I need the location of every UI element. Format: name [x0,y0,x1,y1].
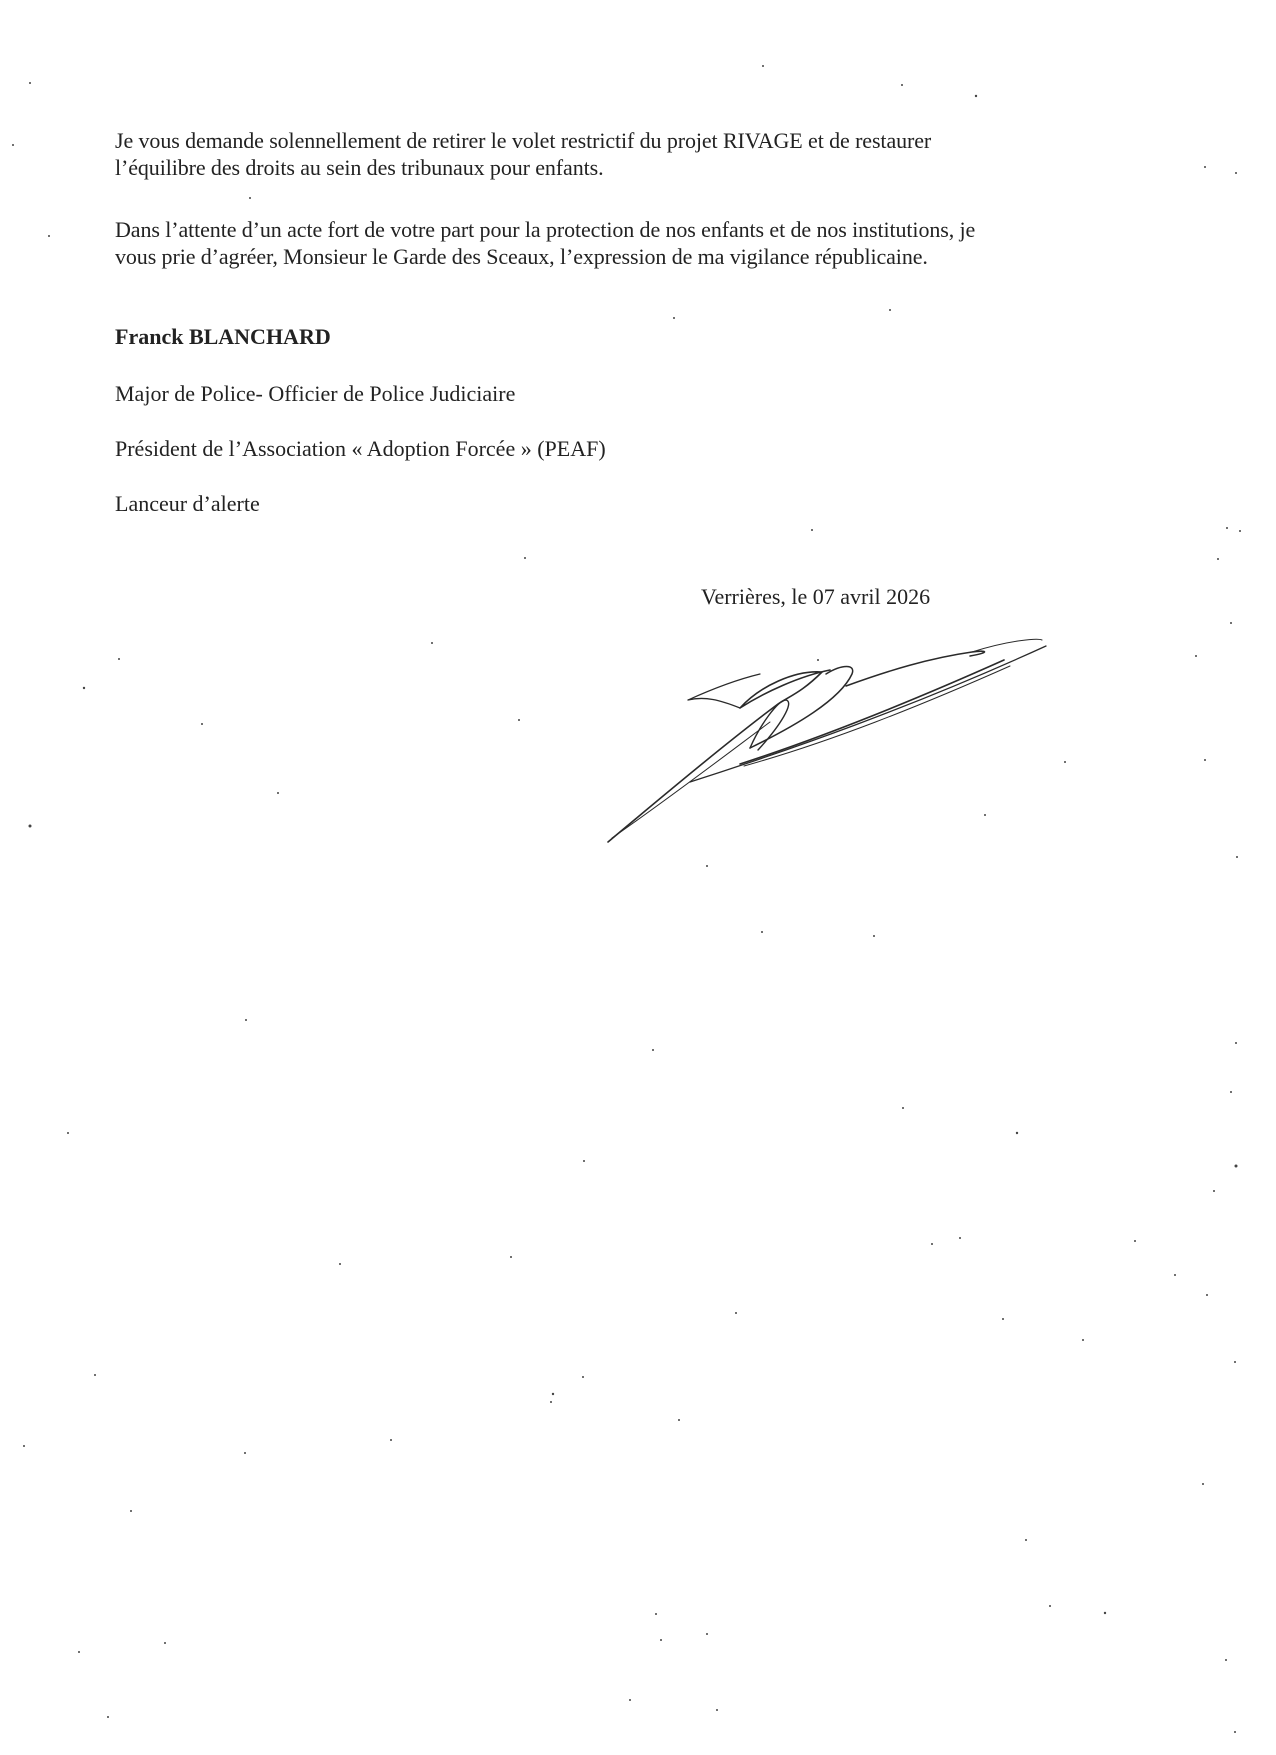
paragraph-line: vous prie d’agréer, Monsieur le Garde des Sceaux, l’expression de ma vigilance républicaine. [115,244,928,269]
handwritten-signature [590,630,1070,850]
paragraph-line: Dans l’attente d’un acte fort de votre part pour la protection de nos enfants et de nos institutions, je [115,217,976,242]
place-and-date: Verrières, le 07 avril 2026 [701,584,931,609]
paragraph-line: l’équilibre des droits au sein des tribunaux pour enfants. [115,155,604,180]
signatory-title: Major de Police- Officier de Police Judiciaire [115,381,516,406]
signatory-name: Franck BLANCHARD [115,324,331,349]
paragraph-line: Je vous demande solennellement de retirer le volet restrictif du projet RIVAGE et de restaurer [115,128,932,153]
signatory-title: Président de l’Association « Adoption Forcée » (PEAF) [115,436,606,461]
signatory-title: Lanceur d’alerte [115,491,260,516]
closing-formula-paragraph [115,216,1125,270]
closing-request-paragraph [115,127,1125,181]
